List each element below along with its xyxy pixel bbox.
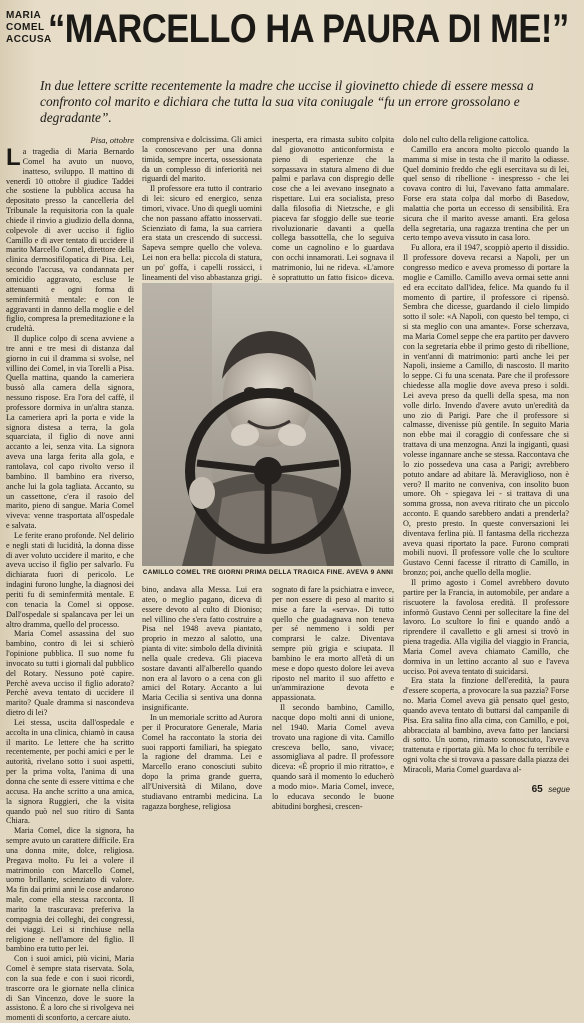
paragraph: comprensiva e dolcissima. Gli amici la conoscevano per una donna timida, sempre incerta, ossessionata da un complesso di inferiorità nei riguardi del marito. [142, 135, 262, 184]
article-column-1 [6, 135, 134, 1023]
paragraph: sognato di fare la psichiatra e invece, per non essere di peso al marito si mise a fare la «serva». Di tutto quello che guadagnava non teneva per sé nemmeno i soldi per comprarsi le calze. Diventava sempre più grigia e sciupata. Il bambino le era morto all'età di un mese e dopo questo dolore lei aveva riposto nel marito il suo affetto e un'ammirazione devota e appassionata. [272, 585, 394, 703]
dateline: Pisa, ottobre [90, 135, 134, 145]
paragraph: Maria Comel, dice la signora, ha sempre avuto un carattere difficile. Era una donna mite, dolce, religiosa. Pregava molto. Fu lei a volere il matrimonio con Marcello Comel, uomo brillante, scienziato di valore. Ma fin dai primi anni le cose andarono male, come ella stessa racconta. Il marito la trascurava: preferiva la compagnia dei colleghi, dei congressi, dei viaggi. Lei si rinchiuse nella religione e nell'amore del figlio. Il bambino era tutto per lei. [6, 826, 134, 954]
kicker-line: MARIA [6, 10, 42, 21]
article-column-2 [142, 135, 262, 283]
paragraph: Con i suoi amici, più vicini, Maria Comel è sempre stata riservata. Sola, con la sua fede e con i suoi ricordi, trascorre ora le giornate nella clinica di San Vincenzo, dove le suore la assistono. È a loro che si rivolgeva nei momenti di sconforto, a cercare aiuto. [6, 954, 134, 1023]
subheadline: In due lettere scritte recentemente la madre che uccise il giovinetto chiede di essere messa a confronto col marito e dichiara che tutta la sua vita coniugale “fu un errore grossolano e degradante”. [40, 78, 534, 125]
paragraph: Il duplice colpo di scena avviene a tre anni e tre mesi di distanza dal giorno in cui il dramma si svolse, nel villino dei Comel, in via Torelli a Pisa. Quella mattina, quando la cameriera bussò alla camera della signora, nessuno rispose. Era l'ora del caffè, il professore dormiva in un'altra stanza. La cameriera aprì la porta e vide la signora distesa a terra, la gola squarciata, il figlio di nove anni accanto a lei, senza vita. La signora aveva una larga ferita alla gola, e rantolava, col capo rivolto verso il bambino. Il bambino era riverso, anche lui la gola tagliata. Accanto, su un cassettone, c'era il rasoio del marito, pieno di sangue. Maria Comel viveva: venne trasportata all'ospedale e salvata. [6, 334, 134, 531]
page-number: 65 [531, 784, 543, 795]
article-column-2-continued [142, 585, 262, 811]
paragraph: dolo nel culto della religione cattolica. [403, 135, 529, 144]
kicker-line: COMEL [6, 22, 45, 33]
paragraph: In un memoriale scritto ad Aurora per il Procuratore Generale, Maria Comel ha raccontato la storia dei suoi rapporti familiari, ha spiegato la ragione del dramma. Lei e Marcello erano conosciuti subito dopo la prima grande guerra, all'Università di Milano, dove studiavano entrambi medicina. La ragazza borghese, religiosa [142, 712, 262, 811]
drop-cap: L [6, 144, 21, 171]
continued-label: segue [548, 785, 570, 794]
paragraph: Le ferite erano profonde. Nel delirio e negli stati di lucidità, la donna disse di aver voluto uccidere il marito, e che aveva ucciso il figlio per salvarlo. Fu dichiarata fuori di pericolo. Le indagini furono lunghe, la diagnosi dei periti fu di seminfermità mentale. E con tenacia la Comel si oppose. Dall'ospedale si spalancava per lei un altro dramma, quello del processo. [6, 530, 134, 629]
kicker-line: ACCUSA [6, 34, 52, 45]
photo-illustration [142, 283, 394, 566]
paragraph: Il professore era tutto il contrario di lei: sicuro ed energico, senza timori, vivace. Uno di quegli uomini che non passano affatto inosservati. Scienziato di fama, la sua carriera era stata un crescendo di successi. Sapeva sempre quello che voleva. Lei non era bella: piccola di statura, un po' goffa, i capelli rossicci, i lineamenti del viso abbastanza grigi. [142, 184, 262, 282]
article-column-3 [272, 135, 394, 283]
paragraph: Il primo agosto i Comel avrebbero dovuto partire per la Francia, in automobile, per andare a riscuotere la favolosa eredità. Il professore informò Gustavo Cenni per sollecitare la fine del lavoro. Lo scultore lo finì e quando andò a riprendere il cavalletto e gli arnesi si trovò in piena tragedia. Alla vigilia del viaggio in Francia, Maria Comel aveva chiamato Camillo, che dormiva in un lettino accanto al suo e l'aveva ucciso. Poi aveva tentato di suicidarsi. [403, 577, 569, 676]
paragraph: a tragedia di Maria Bernardo Comel ha avuto un nuovo, inatteso, sviluppo. Il mattino di venerdì 10 ottobre il giudice Taddei che sostiene la pubblica accusa ha depositato presso la cancelleria del Tribunale la requisitoria con la quale chiede il rinvio a giudizio della donna, colpevole di aver ucciso il figlio Camillo e di aver tentato di uccidere il marito Marcello Comel, direttore della clinica dermosifilopatica di Pisa. Lei, secondo l'accusa, va condannata per omicidio aggravato, escluse le attenuanti e ogni forma di seminfermità mentale: e con le aggravanti in danno della moglie e del figlio, compresa la premeditazione e la crudeltà. [6, 147, 134, 334]
page-folio [532, 784, 570, 795]
article-column-4 [403, 135, 569, 790]
paragraph: bino, andava alla Messa. Lui era ateo, o meglio pagano, diceva di essere devoto al culto di Dioniso; nel villino che s'era fatto costruire a Pisa nel 1948 aveva piantato, proprio in mezzo al salotto, una pianta di vite: simbolo della divinità nella quale credeva. Gli piaceva sostare davanti all'alberello quando non era al lavoro o a cena con gli amici del Rotary. Accanto a lui Maria Cecilia si sentiva una donna insignificante. [142, 585, 262, 713]
kicker [6, 10, 52, 46]
paragraph: Fu allora, era il 1947, scoppiò aperto il dissidio. Il professore doveva recarsi a Napoli, per un congresso medico e aveva promesso di portare la moglie e Camillo. Camillo aveva ormai sette anni ed era eccitato dall'idea, felice. Ma quando fu il momento di partire, il professore ci ripensò. Sembra che dicesse, guardando il cielo limpido sotto il sole: «A Napoli, con questo bel tempo, ci si sta meglio con una amante». Forse scherzava, ma Maria Comel seppe che era partito per davvero con la segretaria ebbe il primo gesto di ribellione, in vent'anni di matrimonio: partì anche lei per Napoli, insieme a Camillo, di nascosto. Il marito lo seppe. Ci fu una scenata. Pare che il professore chiedesse alla moglie dove aveva preso i soldi. Lei aveva preso da quelli della spesa, ma non volle dirlo. Invendo d'avere avuto un'eredità da uno zio di Parigi. Pare che il professore si calmasse, divenisse più gentile. In seguito Maria non ebbe mai il coraggio di confessare che si trattava di una menzogna. Anzi la ingigantì, quasi volesse ingannare anche se stessa. Raccontava che lo zio possedeva una casa a Parigi; avrebbero potuto andare ad abitare là. Meraviglioso, non è vero? Il marito ne conveniva, con insolito buon umore. Oh - spiegava lei - si trattava di una somma grossa, non aveva ritirato che un piccolo acconto. E quando sarebbero andati a prenderla? O, presto presto. In queste conversazioni lei diventava ferlina più. Il fantasma della ricchezza aveva quasi riportato la pace. Furono comprati mobili nuovi. Il professore volle che lo scultore Gustavo Cenni facesse il ritratto di Camillo, in bronzo; poi, anche quello della moglie. [403, 243, 569, 578]
photo-boy-steering-wheel [142, 283, 394, 566]
headline: “MARCELLO HA PAURA DI ME!” [48, 7, 569, 51]
paragraph: Era stata la finzione dell'eredità, la paura d'essere scoperta, a provocare la sua pazzia? Forse no. Maria Comel aveva già pensato quel gesto, quando aveva tentato di buttarsi dal campanile di Pisa. Era salita fino alla cima, con Camillo, e poi, abbracciata al bambino, aveva fatto per lanciarsi di sotto. Un uomo, rimasto sconosciuto, l'aveva trattenuta e riportata giù. Ma lo choc fu terribile e ogni volta che si trovava a passare dalla piazza dei Miracoli, Maria Comel guardava al- [403, 676, 569, 774]
paragraph: Lei stessa, uscita dall'ospedale e accolta in una clinica, chiamò in causa il marito. Le lettere che ha scritto recentemente, per pochi amici e per le autorità, rivelano sotto i suoi aspetti, per la prima volta, l'anima di una donna che sente di essere vittima e che accusa. Ha anche scritto a una amica, la signora Ruggieri, che la visita quando può nel suo ritiro di Santa Chiara. [6, 717, 134, 826]
paragraph: Il secondo bambino, Camillo, nacque dopo molti anni di unione, nel 1940. Maria Comel aveva trovato una ragione di vita. Camillo cresceva bello, sano, vivace; assomigliava al padre. Il professore diceva: «È proprio il mio ritratto», e quando sarà il momento lo educherò a modo mio». Maria Comel, invece, lo educava secondo le buone abitudini borghesi, crescen- [272, 703, 394, 811]
paragraph: inesperta, era rimasta subito colpita dal giovanotto anticonformista e pieno di esperienze che la sorpassava in statura almeno di due palmi e parlava con dispregio delle cose che a lei avevano insegnato a rispettare. Lui era socialista, preso dalla filosofia di Nietzsche, e gli piaceva far sfoggio delle sue teorie rivoluzionarie davanti a quella collega bassottella, che lo seguiva come un cagnolino e lo guardava con occhi innamorati. Lei sognava il matrimonio, lui ne rideva. «L'amore è soprattutto un fatto fisico» diceva. [272, 135, 394, 282]
article-column-3-continued [272, 585, 394, 811]
photo-caption: CAMILLO COMEL TRE GIORNI PRIMA DELLA TRAGICA FINE. AVEVA 9 ANNI [142, 569, 394, 576]
paragraph: Maria Comel assassina del suo bambino, contro di lei si schierò l'opinione pubblica. Il suo nome fu invocato su tutti i giornali dal pubblico del Rotary. Nessuno potè capire. Perchè aveva ucciso il figlio adorato? Perchè aveva tentato di uccidere il marito? Quale dramma si nascondeva dietro di lei? [6, 629, 134, 718]
paragraph: Camillo era ancora molto piccolo quando la mamma si mise in testa che il marito la odiasse. Quel dominio freddo che egli esercitava su di lei, quel senso di ribellione - inespresso - che lei covava contro di lui, l'avevano fatta ammalare. Forse era stata colpa dal morbo di Basedow, malattia che porta un eccesso di sensibilità. Era sicura che il marito avesse amanti. Era gelosa della segretaria, una ragazza trentina che per un certo tempo aveva vissuto in casa loro. [403, 144, 569, 243]
